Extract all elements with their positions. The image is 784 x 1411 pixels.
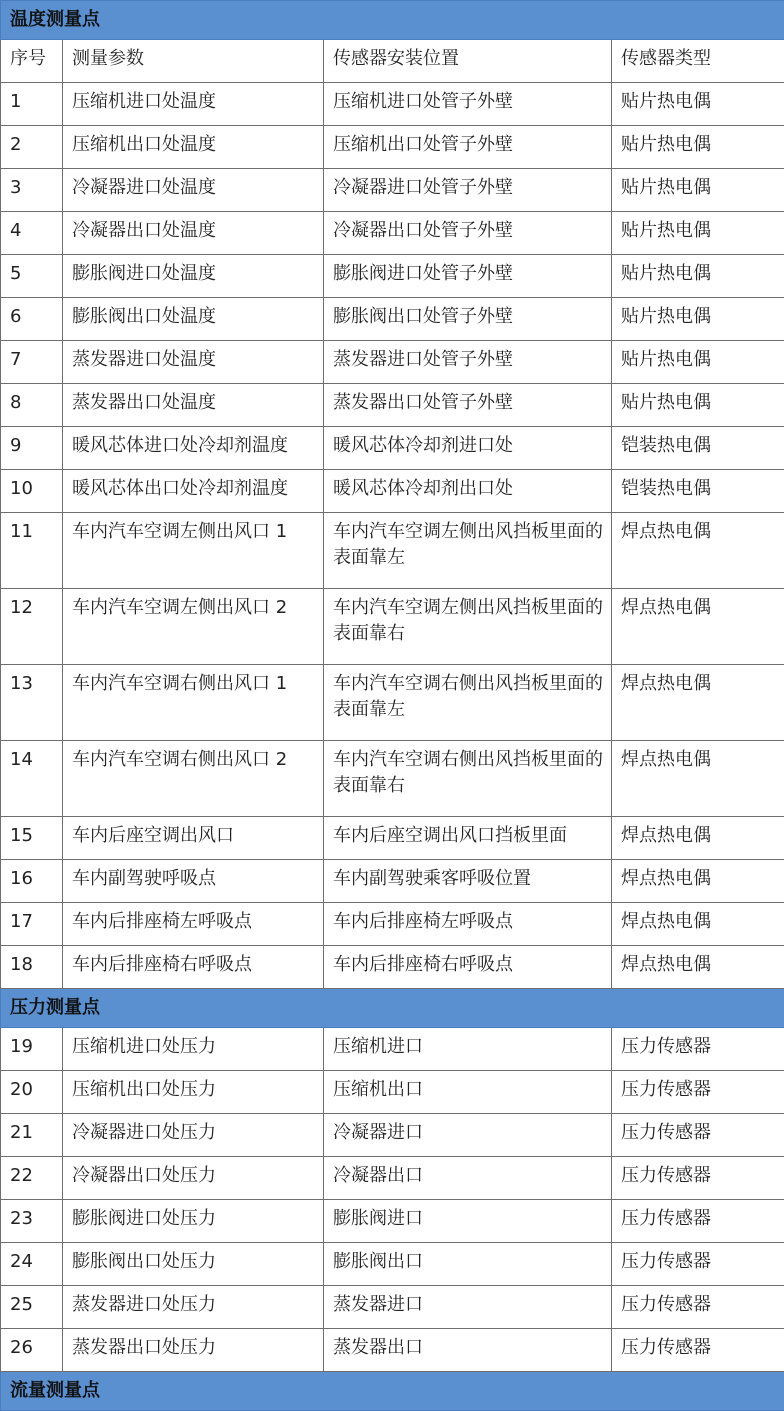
cell-sensor: 贴片热电偶 bbox=[612, 169, 784, 212]
cell-no: 14 bbox=[1, 741, 63, 817]
cell-param: 膨胀阀出口处温度 bbox=[63, 298, 324, 341]
cell-sensor: 压力传感器 bbox=[612, 1157, 784, 1200]
cell-param: 压缩机出口处温度 bbox=[63, 126, 324, 169]
cell-sensor: 焊点热电偶 bbox=[612, 903, 784, 946]
cell-no: 15 bbox=[1, 817, 63, 860]
cell-param: 膨胀阀进口处压力 bbox=[63, 1200, 324, 1243]
cell-location: 车内后排座椅左呼吸点 bbox=[324, 903, 612, 946]
cell-no: 8 bbox=[1, 384, 63, 427]
cell-sensor: 贴片热电偶 bbox=[612, 341, 784, 384]
cell-sensor: 贴片热电偶 bbox=[612, 126, 784, 169]
cell-param: 蒸发器出口处压力 bbox=[63, 1329, 324, 1372]
cell-sensor: 贴片热电偶 bbox=[612, 212, 784, 255]
cell-location: 车内汽车空调右侧出风挡板里面的表面靠左 bbox=[324, 665, 612, 741]
cell-sensor: 焊点热电偶 bbox=[612, 665, 784, 741]
cell-no: 10 bbox=[1, 470, 63, 513]
table-row bbox=[1, 255, 784, 298]
cell-no: 25 bbox=[1, 1286, 63, 1329]
cell-location: 暖风芯体冷却剂出口处 bbox=[324, 470, 612, 513]
cell-sensor: 压力传感器 bbox=[612, 1200, 784, 1243]
cell-no: 26 bbox=[1, 1329, 63, 1372]
table-row bbox=[1, 513, 784, 589]
cell-no: 22 bbox=[1, 1157, 63, 1200]
cell-location: 车内副驾驶乘客呼吸位置 bbox=[324, 860, 612, 903]
header-sensor: 传感器类型 bbox=[612, 40, 784, 83]
cell-param: 蒸发器进口处温度 bbox=[63, 341, 324, 384]
cell-no: 12 bbox=[1, 589, 63, 665]
cell-no: 9 bbox=[1, 427, 63, 470]
cell-location: 蒸发器出口处管子外壁 bbox=[324, 384, 612, 427]
table-row bbox=[1, 1071, 784, 1114]
header-row bbox=[1, 40, 784, 83]
cell-param: 冷凝器出口处温度 bbox=[63, 212, 324, 255]
cell-location: 膨胀阀进口 bbox=[324, 1200, 612, 1243]
cell-param: 车内后座空调出风口 bbox=[63, 817, 324, 860]
cell-sensor: 焊点热电偶 bbox=[612, 513, 784, 589]
cell-param: 膨胀阀进口处温度 bbox=[63, 255, 324, 298]
cell-location: 车内后排座椅右呼吸点 bbox=[324, 946, 612, 989]
cell-sensor: 焊点热电偶 bbox=[612, 589, 784, 665]
cell-location: 暖风芯体冷却剂进口处 bbox=[324, 427, 612, 470]
cell-sensor: 贴片热电偶 bbox=[612, 384, 784, 427]
cell-no: 4 bbox=[1, 212, 63, 255]
cell-no: 16 bbox=[1, 860, 63, 903]
cell-location: 冷凝器出口处管子外壁 bbox=[324, 212, 612, 255]
cell-sensor: 焊点热电偶 bbox=[612, 860, 784, 903]
cell-param: 蒸发器进口处压力 bbox=[63, 1286, 324, 1329]
cell-no: 1 bbox=[1, 83, 63, 126]
section-flow-row bbox=[1, 1372, 784, 1411]
cell-param: 蒸发器出口处温度 bbox=[63, 384, 324, 427]
cell-location: 压缩机进口 bbox=[324, 1028, 612, 1071]
table-row bbox=[1, 665, 784, 741]
cell-sensor: 贴片热电偶 bbox=[612, 298, 784, 341]
cell-location: 压缩机出口 bbox=[324, 1071, 612, 1114]
table-row bbox=[1, 1028, 784, 1071]
table-row bbox=[1, 1243, 784, 1286]
cell-param: 车内汽车空调左侧出风口 2 bbox=[63, 589, 324, 665]
cell-param: 车内汽车空调右侧出风口 1 bbox=[63, 665, 324, 741]
cell-no: 11 bbox=[1, 513, 63, 589]
cell-no: 18 bbox=[1, 946, 63, 989]
header-no: 序号 bbox=[1, 40, 63, 83]
cell-sensor: 铠装热电偶 bbox=[612, 427, 784, 470]
cell-sensor: 压力传感器 bbox=[612, 1114, 784, 1157]
table-row bbox=[1, 126, 784, 169]
cell-location: 膨胀阀进口处管子外壁 bbox=[324, 255, 612, 298]
cell-location: 冷凝器出口 bbox=[324, 1157, 612, 1200]
cell-sensor: 焊点热电偶 bbox=[612, 741, 784, 817]
cell-sensor: 贴片热电偶 bbox=[612, 255, 784, 298]
cell-no: 2 bbox=[1, 126, 63, 169]
table-row bbox=[1, 427, 784, 470]
cell-location: 蒸发器进口处管子外壁 bbox=[324, 341, 612, 384]
cell-param: 暖风芯体进口处冷却剂温度 bbox=[63, 427, 324, 470]
table-row bbox=[1, 860, 784, 903]
cell-sensor: 贴片热电偶 bbox=[612, 83, 784, 126]
cell-location: 蒸发器出口 bbox=[324, 1329, 612, 1372]
cell-param: 车内后排座椅左呼吸点 bbox=[63, 903, 324, 946]
cell-param: 压缩机进口处压力 bbox=[63, 1028, 324, 1071]
cell-sensor: 焊点热电偶 bbox=[612, 817, 784, 860]
cell-param: 膨胀阀出口处压力 bbox=[63, 1243, 324, 1286]
table-row bbox=[1, 1114, 784, 1157]
table-row bbox=[1, 817, 784, 860]
cell-sensor: 焊点热电偶 bbox=[612, 946, 784, 989]
cell-param: 冷凝器出口处压力 bbox=[63, 1157, 324, 1200]
cell-sensor: 压力传感器 bbox=[612, 1071, 784, 1114]
cell-sensor: 压力传感器 bbox=[612, 1028, 784, 1071]
table-row bbox=[1, 1200, 784, 1243]
cell-sensor: 压力传感器 bbox=[612, 1243, 784, 1286]
section-title: 流量测量点 bbox=[1, 1372, 784, 1411]
cell-param: 压缩机出口处压力 bbox=[63, 1071, 324, 1114]
cell-location: 车内汽车空调右侧出风挡板里面的表面靠右 bbox=[324, 741, 612, 817]
table-row bbox=[1, 384, 784, 427]
cell-no: 24 bbox=[1, 1243, 63, 1286]
cell-location: 膨胀阀出口 bbox=[324, 1243, 612, 1286]
cell-location: 冷凝器进口 bbox=[324, 1114, 612, 1157]
cell-sensor: 压力传感器 bbox=[612, 1286, 784, 1329]
section-title: 温度测量点 bbox=[1, 1, 784, 40]
cell-param: 冷凝器进口处压力 bbox=[63, 1114, 324, 1157]
header-location: 传感器安装位置 bbox=[324, 40, 612, 83]
cell-location: 压缩机出口处管子外壁 bbox=[324, 126, 612, 169]
table-row bbox=[1, 470, 784, 513]
table-row bbox=[1, 298, 784, 341]
cell-location: 膨胀阀出口处管子外壁 bbox=[324, 298, 612, 341]
cell-param: 车内副驾驶呼吸点 bbox=[63, 860, 324, 903]
table-row bbox=[1, 1157, 784, 1200]
section-pressure-row bbox=[1, 989, 784, 1028]
cell-param: 车内汽车空调左侧出风口 1 bbox=[63, 513, 324, 589]
cell-location: 车内汽车空调左侧出风挡板里面的表面靠左 bbox=[324, 513, 612, 589]
table-row bbox=[1, 903, 784, 946]
section-temperature-row bbox=[1, 1, 784, 40]
cell-location: 车内汽车空调左侧出风挡板里面的表面靠右 bbox=[324, 589, 612, 665]
cell-param: 车内后排座椅右呼吸点 bbox=[63, 946, 324, 989]
cell-param: 暖风芯体出口处冷却剂温度 bbox=[63, 470, 324, 513]
cell-param: 车内汽车空调右侧出风口 2 bbox=[63, 741, 324, 817]
table-row bbox=[1, 212, 784, 255]
cell-location: 冷凝器进口处管子外壁 bbox=[324, 169, 612, 212]
cell-no: 21 bbox=[1, 1114, 63, 1157]
table-row bbox=[1, 1329, 784, 1372]
cell-no: 19 bbox=[1, 1028, 63, 1071]
table-row bbox=[1, 589, 784, 665]
cell-no: 5 bbox=[1, 255, 63, 298]
table-row bbox=[1, 169, 784, 212]
cell-no: 13 bbox=[1, 665, 63, 741]
cell-no: 3 bbox=[1, 169, 63, 212]
cell-param: 冷凝器进口处温度 bbox=[63, 169, 324, 212]
cell-location: 蒸发器进口 bbox=[324, 1286, 612, 1329]
cell-location: 车内后座空调出风口挡板里面 bbox=[324, 817, 612, 860]
table-row bbox=[1, 946, 784, 989]
table-row bbox=[1, 83, 784, 126]
cell-location: 压缩机进口处管子外壁 bbox=[324, 83, 612, 126]
table-row bbox=[1, 341, 784, 384]
cell-no: 6 bbox=[1, 298, 63, 341]
cell-no: 17 bbox=[1, 903, 63, 946]
cell-no: 23 bbox=[1, 1200, 63, 1243]
cell-param: 压缩机进口处温度 bbox=[63, 83, 324, 126]
section-title: 压力测量点 bbox=[1, 989, 784, 1028]
header-param: 测量参数 bbox=[63, 40, 324, 83]
table-row bbox=[1, 1286, 784, 1329]
table-body bbox=[1, 1, 784, 1411]
cell-no: 20 bbox=[1, 1071, 63, 1114]
cell-sensor: 铠装热电偶 bbox=[612, 470, 784, 513]
cell-sensor: 压力传感器 bbox=[612, 1329, 784, 1372]
table-row bbox=[1, 741, 784, 817]
cell-no: 7 bbox=[1, 341, 63, 384]
